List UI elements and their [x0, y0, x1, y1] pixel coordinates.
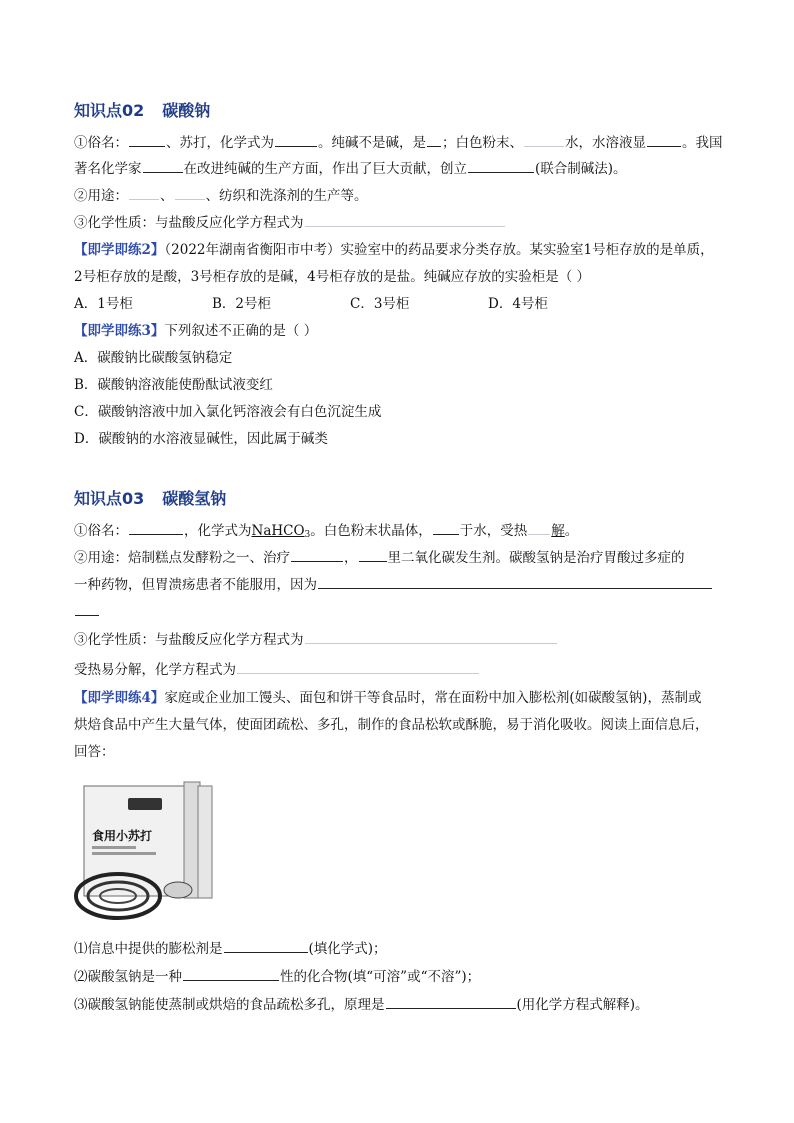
blank[interactable] [528, 520, 550, 535]
blank[interactable] [129, 132, 165, 147]
ex2-line-2: 2号柜存放的是酸，3号柜存放的是碱，4号柜存放的是盐。纯碱应存放的实验柜是（ ） [74, 269, 591, 285]
option[interactable]: D．4号柜 [488, 296, 548, 312]
ex4-line-3: 回答： [74, 744, 115, 760]
formula: NaHCO$_3$ [251, 523, 311, 540]
blank[interactable] [75, 601, 99, 616]
option[interactable]: D．碳酸钠的水溶液显碱性，因此属于碱类 [74, 431, 328, 447]
section-title: 碳酸氢钠 [162, 489, 227, 508]
blank[interactable] [427, 132, 441, 147]
ex3-question: 【即学即练3】下列叙述不正确的是（ ） [74, 323, 318, 339]
blank[interactable] [129, 185, 159, 200]
sec02-line-2: 著名化学家 在改进纯碱的生产方面，作出了巨大贡献，创立 (联合制碱法)。 [74, 158, 734, 178]
sec02-line-3: ②用途： 、 、纺织和洗涤剂的生产等。 [74, 185, 734, 205]
sec03-line-2: ②用途：焙制糕点发酵粉之一、治疗 ， 里二氧化碳发生剂。碳酸氢钠是治疗胃酸过多症的 [74, 547, 734, 567]
sec02-line-4: ③化学性质：与盐酸反应化学方程式为 [74, 212, 734, 232]
blank[interactable] [647, 132, 681, 147]
section-number: 知识点02 [74, 101, 145, 120]
baking-soda-package-image [74, 772, 224, 922]
ex4-line-2: 烘焙食品中产生大量气体，使面团疏松、多孔，制作的食品松软或酥脆，易于消化吸收。阅读上面信息后， [74, 717, 709, 733]
blank[interactable] [143, 158, 183, 173]
exercise-tag: 【即学即练3】 [74, 323, 165, 339]
sec03-line-3: 一种药物，但胃溃疡患者不能服用，因为 [74, 574, 734, 594]
ex4-q1: ⑴信息中提供的膨松剂是 (填化学式)； [74, 938, 734, 958]
blank[interactable] [275, 132, 317, 147]
section-number: 知识点03 [74, 489, 145, 508]
blank[interactable] [386, 994, 516, 1009]
sec03-line-1: ①俗名： ，化学式为NaHCO$_3$。白色粉末状晶体， 于水，受热 解。 [74, 520, 734, 544]
equation-blank[interactable] [305, 212, 505, 227]
option[interactable]: C．碳酸钠溶液中加入氯化钙溶液会有白色沉淀生成 [74, 404, 382, 420]
blank[interactable] [318, 574, 712, 589]
ex4-q2: ⑵碳酸氢钠是一种 性的化合物(填“可溶”或“不溶”)； [74, 966, 734, 986]
blank[interactable] [224, 938, 308, 953]
blank[interactable] [183, 966, 279, 981]
option[interactable]: B．2号柜 [212, 296, 272, 312]
blank[interactable] [129, 520, 183, 535]
blank[interactable] [291, 547, 343, 562]
option[interactable]: A．碳酸钠比碳酸氢钠稳定 [74, 350, 233, 366]
ex2-line-1: 【即学即练2】（2022年湖南省衡阳市中考）实验室中的药品要求分类存放。某实验室1号柜存放的是单质， [74, 242, 714, 258]
exercise-tag: 【即学即练4】 [74, 690, 165, 706]
section-title: 碳酸钠 [162, 101, 211, 120]
equation-blank[interactable] [305, 629, 557, 644]
blank[interactable] [359, 547, 387, 562]
blank[interactable] [524, 132, 564, 147]
sec03-line-6: 受热易分解，化学方程式为 [74, 659, 734, 679]
sec03-line-4 [74, 601, 734, 621]
blank[interactable] [468, 158, 534, 173]
sec02-line-1: ①俗名： 、苏打，化学式为 。纯碱不是碱，是 ；白色粉末、 水，水溶液显 。我国 [74, 132, 734, 152]
option[interactable]: A．1号柜 [74, 296, 133, 312]
sec03-line-5: ③化学性质：与盐酸反应化学方程式为 [74, 629, 734, 649]
section-heading-03 [74, 486, 226, 509]
exercise-tag: 【即学即练2】 [74, 242, 165, 258]
ex4-q3: ⑶碳酸氢钠能使蒸制或烘焙的食品疏松多孔，原理是 (用化学方程式解释)。 [74, 994, 734, 1014]
package-label: 食用小苏打 [92, 829, 153, 843]
section-heading-02 [74, 98, 210, 121]
blank[interactable] [433, 520, 459, 535]
option[interactable]: B．碳酸钠溶液能使酚酞试液变红 [74, 377, 273, 393]
blank[interactable] [175, 185, 205, 200]
ex4-line-1: 【即学即练4】家庭或企业加工馒头、面包和饼干等食品时，常在面粉中加入膨松剂(如碳酸氢钠)，蒸制或 [74, 690, 702, 706]
equation-blank[interactable] [237, 659, 479, 674]
option[interactable]: C．3号柜 [350, 296, 410, 312]
ex2-options [74, 295, 734, 313]
